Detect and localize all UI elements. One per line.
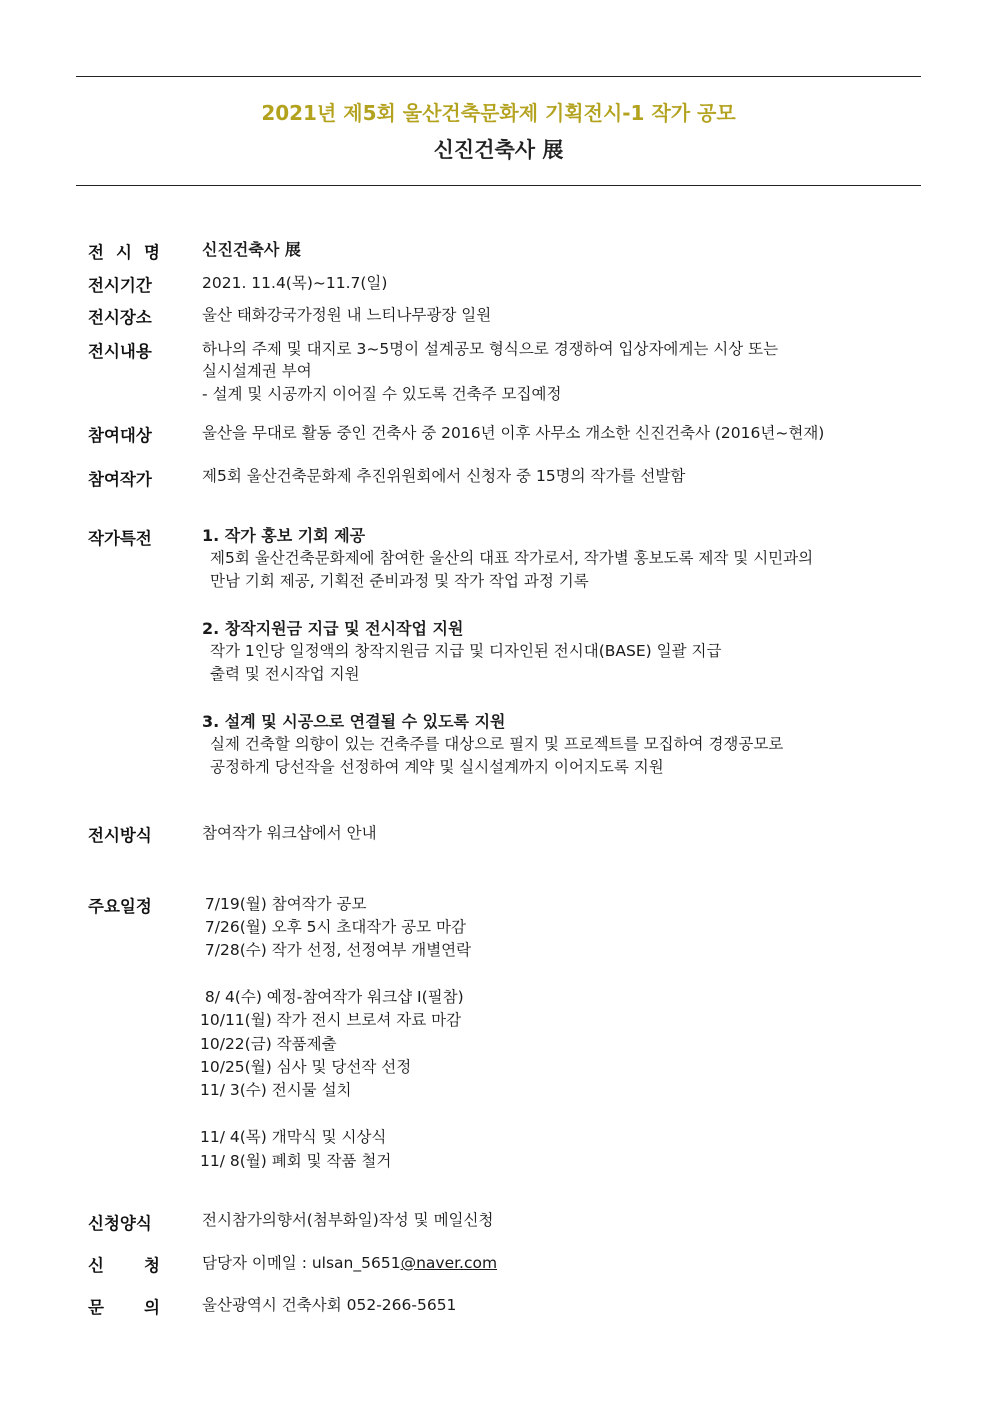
schedule-item: 10/11(월) 작가 전시 브로셔 자료 마감 xyxy=(200,1011,462,1029)
benefit-line: 작가 1인당 일정액의 창작지원금 지급 및 디자인된 전시대(BASE) 일괄 지급 xyxy=(210,642,722,660)
period-label: 전시기간 xyxy=(88,276,152,295)
schedule-item: 7/26(월) 오후 5시 초대작가 공모 마감 xyxy=(200,918,467,936)
benefit-line: 출력 및 전시작업 지원 xyxy=(210,665,360,683)
inquiry-label: 문 의 xyxy=(88,1298,160,1317)
method-value: 참여작가 워크샵에서 안내 xyxy=(202,824,377,842)
schedule-label: 주요일정 xyxy=(88,897,152,916)
benefit-heading: 2. 창작지원금 지급 및 전시작업 지원 xyxy=(202,619,464,638)
exhibition-name-value: 신진건축사 展 xyxy=(202,240,301,259)
artists-value: 제5회 울산건축문화제 추진위원회에서 신청자 중 15명의 작가를 선발함 xyxy=(202,467,686,485)
schedule-item: 10/22(금) 작품제출 xyxy=(200,1035,337,1053)
content-label: 전시내용 xyxy=(88,342,152,361)
schedule-item: 8/ 4(수) 예정-참여작가 워크샵 Ⅰ(필참) xyxy=(200,988,464,1006)
schedule-item: 7/19(월) 참여작가 공모 xyxy=(200,895,367,913)
apply-value xyxy=(202,1252,497,1275)
target-value: 울산을 무대로 활동 중인 건축사 중 2016년 이후 사무소 개소한 신진건축사 (2016년~현재) xyxy=(202,424,825,442)
schedule-item: 11/ 4(목) 개막식 및 시상식 xyxy=(200,1128,387,1146)
benefit-line: 공정하게 당선작을 선정하여 계약 및 실시설계까지 이어지도록 지원 xyxy=(210,758,664,776)
benefit-line: 실제 건축할 의향이 있는 건축주를 대상으로 필지 및 프로젝트를 모집하여 경쟁공모로 xyxy=(210,735,784,753)
page-title: 2021년 제5회 울산건축문화제 기획전시-1 작가 공모 xyxy=(261,101,736,125)
top-rule xyxy=(76,76,921,77)
schedule-item: 7/28(수) 작가 선정, 선정여부 개별연락 xyxy=(200,941,472,959)
page-subtitle: 신진건축사 展 xyxy=(433,138,564,162)
schedule-item: 11/ 3(수) 전시물 설치 xyxy=(200,1081,352,1099)
venue-value: 울산 태화강국가정원 내 느티나무광장 일원 xyxy=(202,306,492,324)
inquiry-value: 울산광역시 건축사회 052-266-5651 xyxy=(202,1296,457,1314)
schedule-item: 10/25(월) 심사 및 당선작 선정 xyxy=(200,1058,412,1076)
content-line: 하나의 주제 및 대지로 3~5명이 설계공모 형식으로 경쟁하여 입상자에게는 시상 또는 xyxy=(202,340,779,358)
benefits-label: 작가특전 xyxy=(88,529,152,548)
apply-label: 신 청 xyxy=(88,1256,160,1275)
email-link[interactable]: @naver.com xyxy=(400,1254,498,1272)
benefit-heading: 1. 작가 홍보 기회 제공 xyxy=(202,526,366,545)
method-label: 전시방식 xyxy=(88,826,152,845)
benefit-line: 만남 기회 제공, 기획전 준비과정 및 작가 작업 과정 기록 xyxy=(210,572,589,590)
exhibition-name-label: 전 시 명 xyxy=(88,243,160,262)
form-label: 신청양식 xyxy=(88,1214,152,1233)
artists-label: 참여작가 xyxy=(88,470,152,489)
schedule-item: 11/ 8(월) 폐회 및 작품 철거 xyxy=(200,1152,392,1170)
benefit-line: 제5회 울산건축문화제에 참여한 울산의 대표 작가로서, 작가별 홍보도록 제작 및 시민과의 xyxy=(210,549,814,567)
benefit-heading: 3. 설계 및 시공으로 연결될 수 있도록 지원 xyxy=(202,712,506,731)
content-line: 실시설계권 부여 xyxy=(202,362,312,380)
email-prefix: 담당자 이메일 : ulsan_5651 xyxy=(202,1254,401,1272)
content-line: - 설계 및 시공까지 이어질 수 있도록 건축주 모집예정 xyxy=(202,385,562,403)
period-value: 2021. 11.4(목)~11.7(일) xyxy=(202,274,388,292)
target-label: 참여대상 xyxy=(88,426,152,445)
title-bottom-rule xyxy=(76,185,921,186)
form-value: 전시참가의향서(첨부화일)작성 및 메일신청 xyxy=(202,1211,494,1229)
venue-label: 전시장소 xyxy=(88,308,152,327)
